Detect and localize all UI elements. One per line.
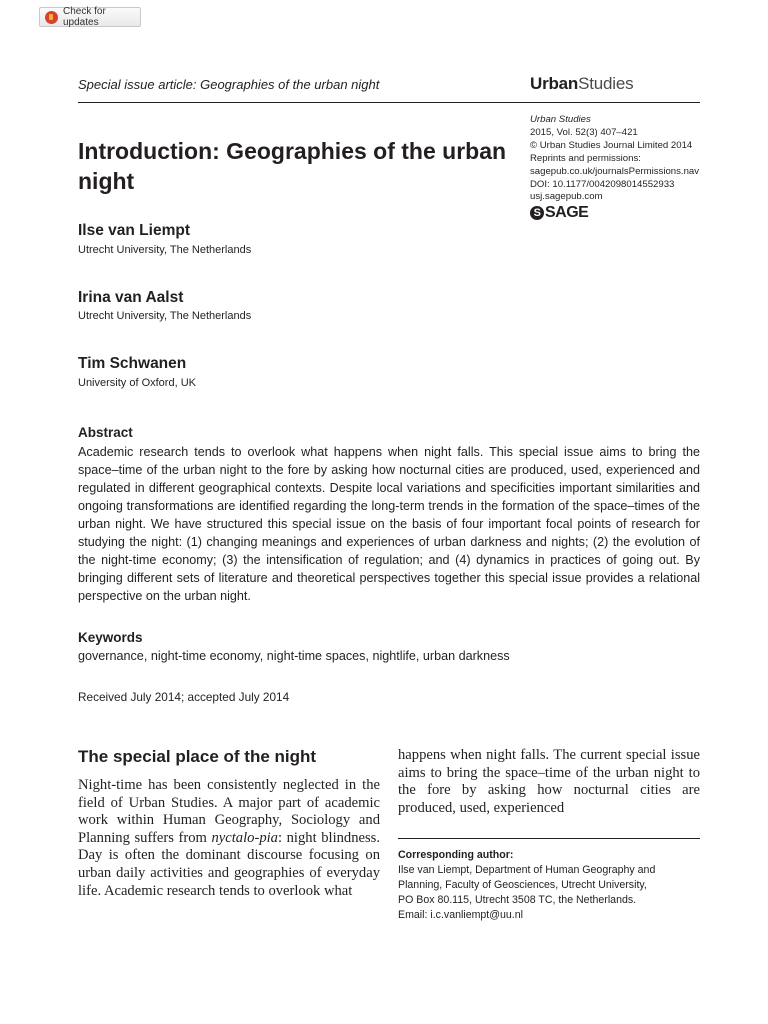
corresponding-author-label: Corresponding author: — [398, 849, 514, 861]
corresponding-author-line: Planning, Faculty of Geosciences, Utrecht University, — [398, 879, 647, 891]
article-title: Introduction: Geographies of the urban night — [78, 138, 507, 194]
keywords-heading: Keywords — [78, 630, 143, 645]
author-affiliation: University of Oxford, UK — [78, 377, 196, 389]
body-text: : night blindness. Day is often the dominant discourse focusing on urban daily activities and geographies of everyday life. Academic research tends to overlook what — [78, 829, 380, 899]
meta-site-link[interactable]: usj.sagepub.com — [530, 191, 603, 203]
running-head: Special issue article: Geographies of the urban night — [78, 77, 380, 92]
meta-reprints-label: Reprints and permissions: — [530, 152, 641, 164]
author-affiliation: Utrecht University, The Netherlands — [78, 244, 252, 256]
meta-doi[interactable]: DOI: 10.1177/0042098014552933 — [530, 178, 675, 190]
footnote-rule — [398, 838, 700, 839]
meta-reprints-link[interactable]: sagepub.co.uk/journalsPermissions.nav — [530, 165, 700, 177]
journal-meta — [530, 114, 699, 204]
check-for-updates-label: Check for updates — [63, 6, 106, 28]
sage-s-icon: S — [530, 206, 544, 220]
abstract-text: Academic research tends to overlook what happens when night falls. This special issue aims to bring the space–time of the urban night to the fore by asking how nocturnal cities are produced, used, experienced and regulated in different geographical contexts. Despite local variations and specificities important similarities and ongoing transformations are identified regarding the long-term trends in the formation of the space–times of the urban night. We have structured this special issue on the basis of four important focal points of research for studying the night: (1) changing meanings and experiences of urban darkness and nights; (2) the evolution of the night-time economy; (3) the intensification of regulation; and (4) dynamics in practices of going out. By bringing different sets of literature and theoretical perspectives together this special issue provides a relational perspective on the urban night. — [78, 445, 700, 603]
received-dates: Received July 2014; accepted July 2014 — [78, 690, 290, 704]
author-name: Irina van Aalst — [78, 289, 184, 306]
body-column-left — [78, 777, 380, 900]
author-affiliation: Utrecht University, The Netherlands — [78, 310, 252, 322]
journal-logo-bold: Urban — [530, 74, 579, 93]
crossmark-icon — [45, 11, 58, 24]
corresponding-author-line: Ilse van Liempt, Department of Human Geography and — [398, 864, 656, 876]
section-heading: The special place of the night — [78, 747, 317, 766]
body-text-italic: nyctalo-pia — [211, 829, 278, 846]
body-column-right: happens when night falls. The current special issue aims to bring the space–time of the urban night to the fore by asking how nocturnal cities are produced, used, experienced — [398, 747, 700, 816]
abstract-heading: Abstract — [78, 425, 133, 440]
keywords-text: governance, night-time economy, night-time spaces, nightlife, urban darkness — [78, 649, 510, 663]
meta-copyright: © Urban Studies Journal Limited 2014 — [530, 139, 693, 151]
sage-logo — [530, 204, 588, 222]
journal-logo — [530, 74, 633, 94]
corresponding-author-line: PO Box 80.115, Utrecht 3508 TC, the Netherlands. — [398, 894, 637, 906]
journal-logo-thin: Studies — [578, 74, 634, 93]
meta-journal: Urban Studies — [530, 114, 591, 125]
body-text: Night-time has been consistently neglected in the field of Urban Studies. A major part of academic work within Human Geography, Sociology and Planning suffers from — [78, 777, 380, 846]
corresponding-author — [398, 848, 700, 923]
check-for-updates-button[interactable] — [39, 7, 141, 27]
header-rule — [78, 102, 700, 103]
sage-logo-text: SAGE — [545, 204, 589, 221]
author-name: Tim Schwanen — [78, 355, 187, 372]
corresponding-author-email[interactable]: Email: i.c.vanliempt@uu.nl — [398, 909, 523, 921]
author-name: Ilse van Liempt — [78, 222, 190, 239]
meta-volume: 2015, Vol. 52(3) 407–421 — [530, 126, 638, 138]
